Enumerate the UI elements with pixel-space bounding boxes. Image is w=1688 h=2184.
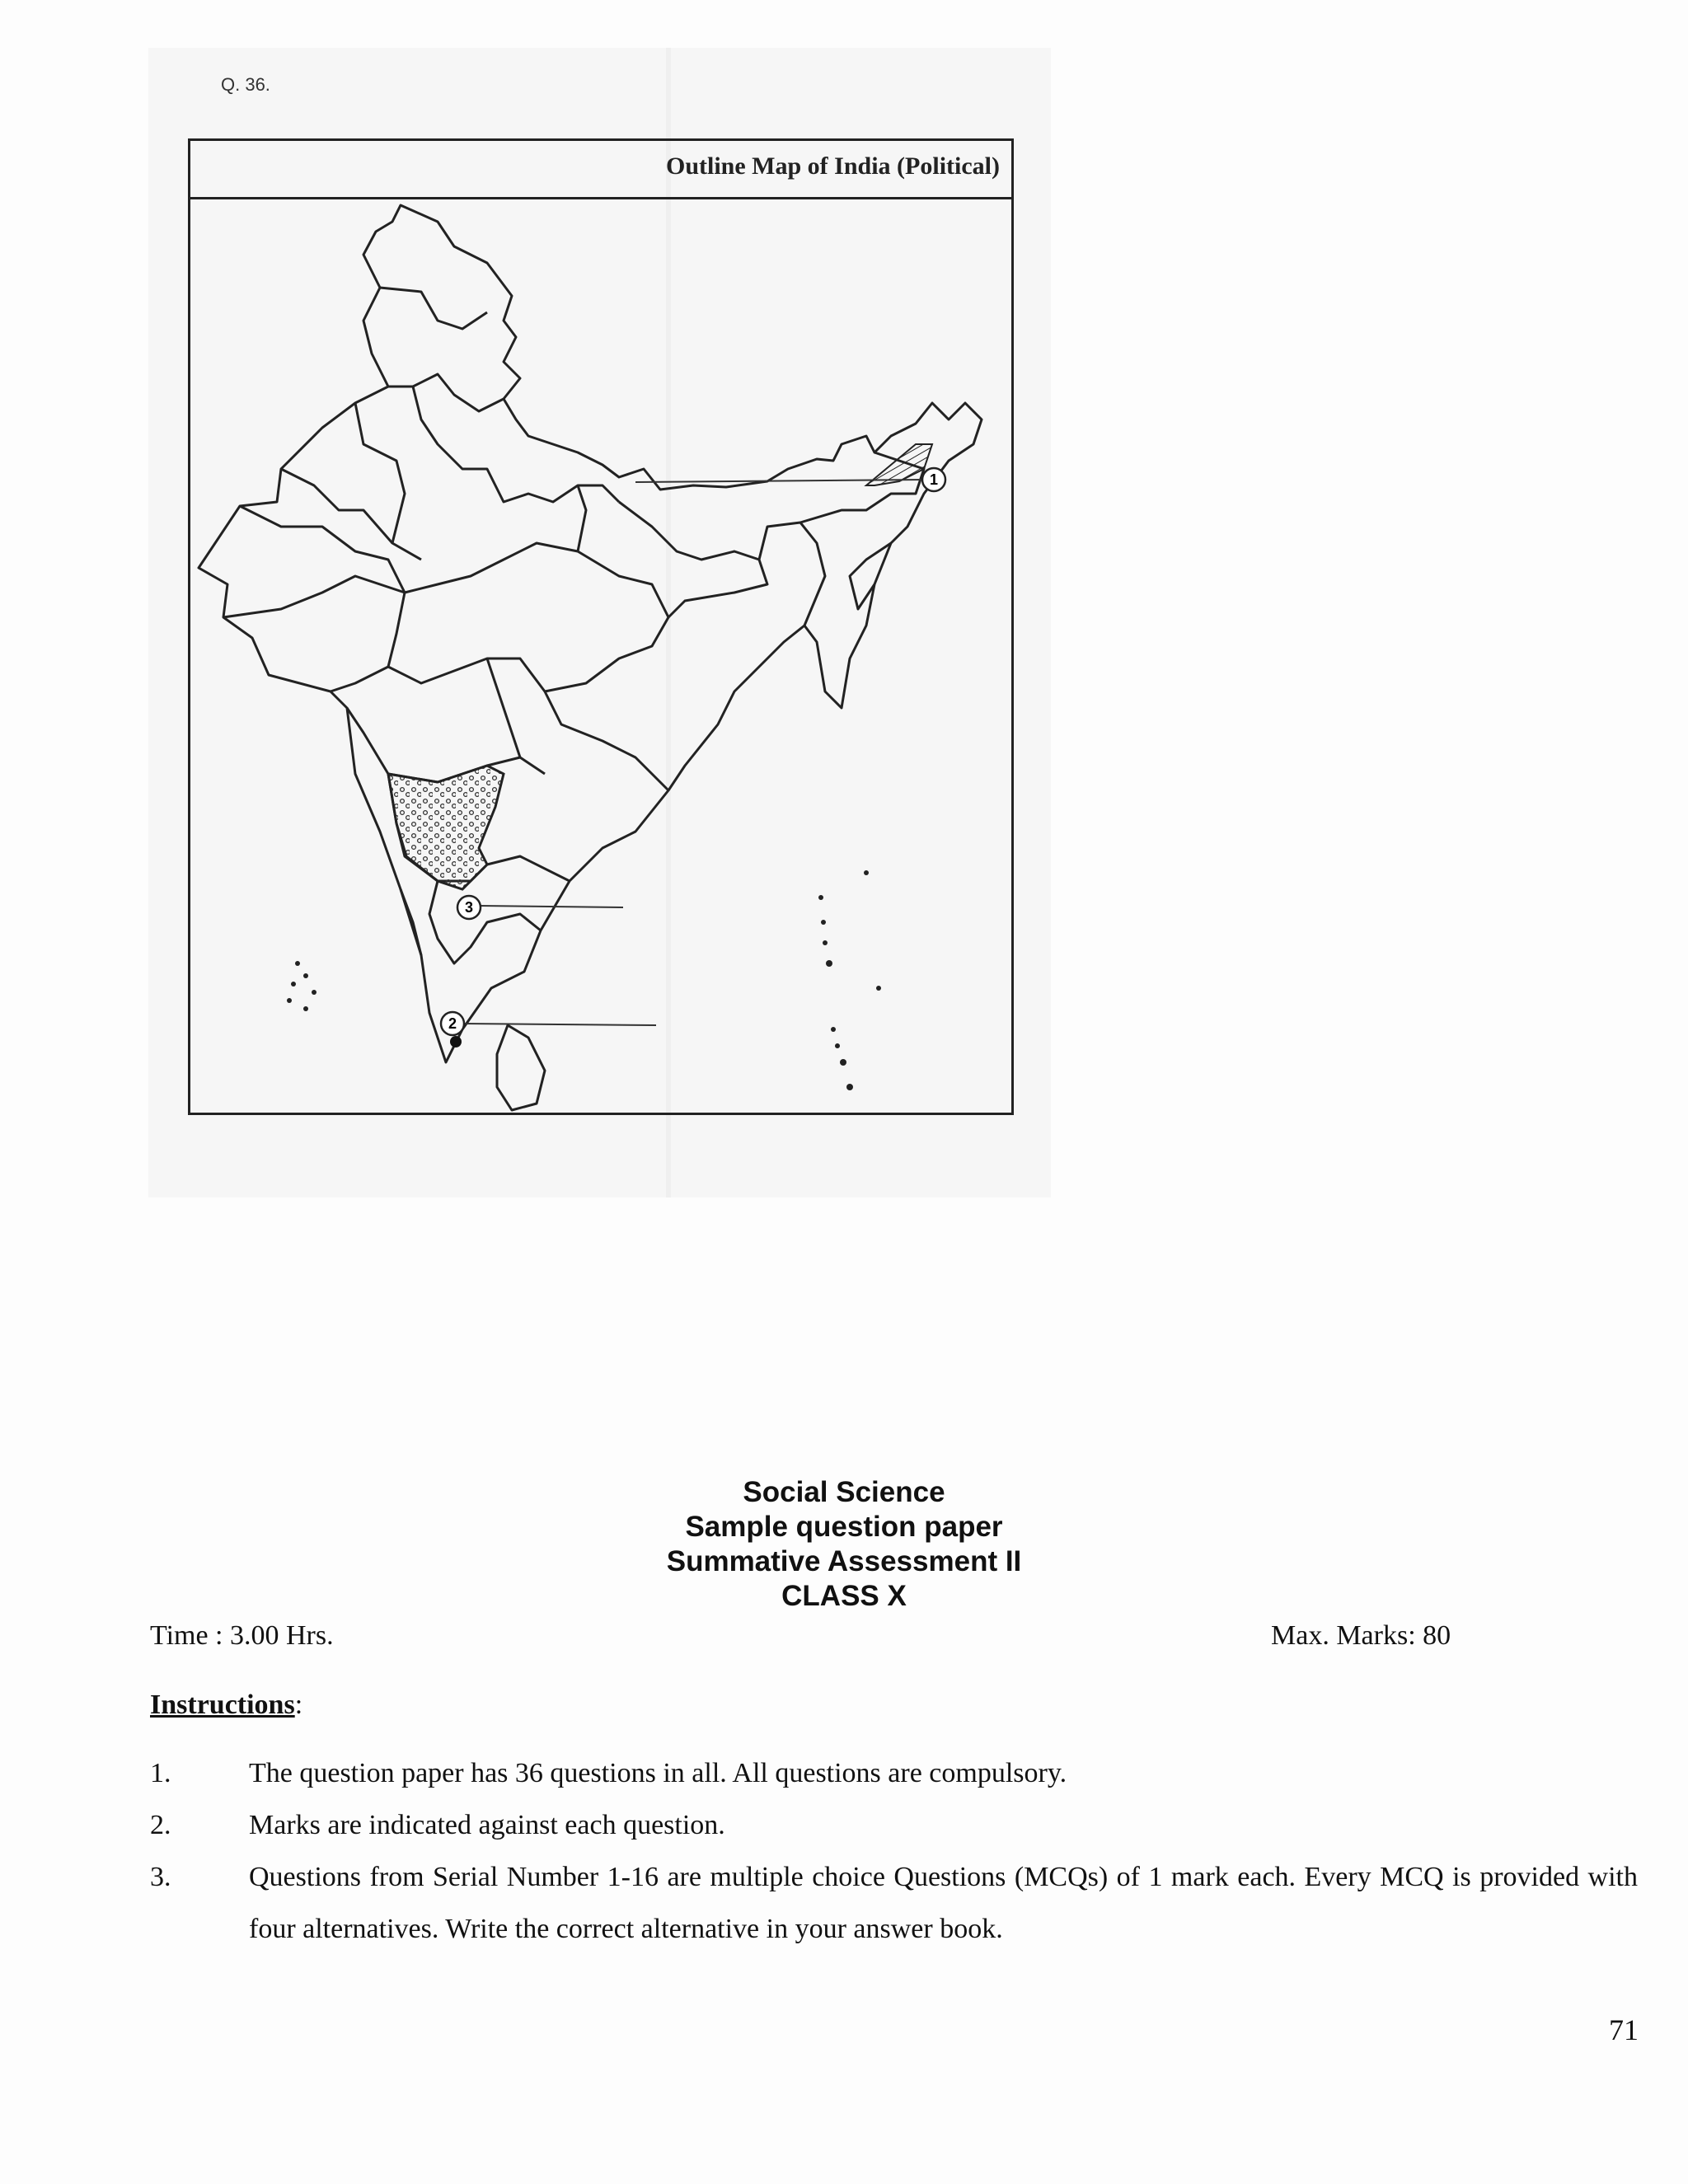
map-figure-scan	[148, 48, 1051, 1197]
instruction-number: 2.	[150, 1810, 171, 1840]
page-number: 71	[1609, 2013, 1639, 2046]
instructions-heading: Instructions:	[150, 1690, 303, 1720]
marker-3	[457, 896, 481, 919]
max-marks-label: Max. Marks: 80	[1271, 1620, 1451, 1651]
svg-text:3: 3	[464, 899, 474, 916]
map-frame	[188, 138, 1014, 1115]
svg-text:1: 1	[929, 471, 939, 488]
paper-assessment: Summative Assessment II	[666, 1545, 1022, 1577]
question-label: Q. 36.	[221, 74, 270, 95]
instruction-text: Questions from Serial Number 1-16 are multiple choice Questions (MCQs) of 1 mark each. Every MCQ is provided with four alternatives. Write the correct alternative in your answer book.	[249, 1862, 1638, 1944]
instruction-text: The question paper has 36 questions in all. All questions are compulsory.	[249, 1758, 1067, 1788]
marker-1	[922, 468, 945, 491]
time-label: Time : 3.00 Hrs.	[150, 1620, 334, 1651]
map-title: Outline Map of India (Political)	[666, 152, 1000, 180]
svg-text:2: 2	[448, 1015, 457, 1032]
region-3-dotted	[388, 766, 504, 889]
instruction-number: 1.	[150, 1758, 171, 1788]
paper-class: CLASS X	[781, 1580, 907, 1612]
sri-lanka-outline	[497, 1025, 545, 1110]
india-outline-map	[190, 197, 1011, 1113]
region-2-solid	[450, 1036, 462, 1047]
instruction-text: Marks are indicated against each question.	[249, 1810, 725, 1840]
india-outline	[199, 205, 982, 1062]
paper-type: Sample question paper	[685, 1511, 1003, 1543]
map-frame-header	[190, 141, 1011, 199]
instruction-number: 3.	[150, 1862, 171, 1892]
marker-2	[441, 1012, 464, 1035]
paper-subject: Social Science	[743, 1476, 945, 1508]
